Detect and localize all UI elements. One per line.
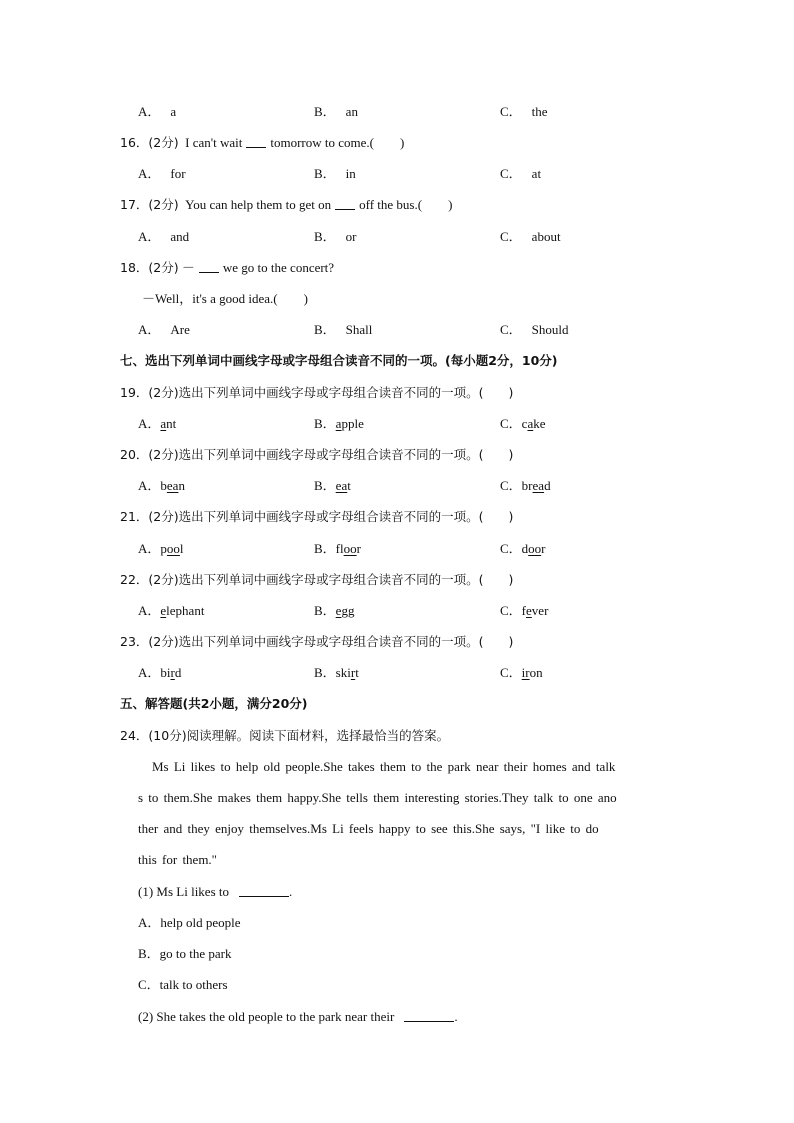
question-18: 18．(2分) － we go to the concert?: [120, 260, 335, 275]
passage-line-1: Ms Li likes to help old people.She takes them to the park near their homes and talk: [152, 759, 616, 774]
q22-option-b[interactable]: B．egg: [314, 603, 355, 618]
section-5-heading: 五、解答题(共2小题，满分20分): [120, 696, 308, 711]
q23-option-b[interactable]: B．skirt: [314, 665, 359, 680]
passage-line-3: ther and they enjoy themselves.Ms Li feels happy to see this.She says, "I like to do: [138, 821, 599, 836]
answer-blank: [199, 260, 219, 273]
q20-options: [138, 476, 684, 496]
q19-option-a[interactable]: A．ant: [138, 416, 177, 431]
q18-options: [138, 320, 684, 340]
q20-option-b[interactable]: B．eat: [314, 478, 351, 493]
q17-option-a[interactable]: A． and: [138, 229, 190, 244]
q20-option-a[interactable]: A．bean: [138, 478, 185, 493]
q24-sub-question-1: (1) Ms Li likes to .: [138, 884, 293, 899]
q18-option-a[interactable]: A． Are: [138, 322, 190, 337]
question-22: 22．(2分)选出下列单词中画线字母或字母组合读音不同的一项。( ): [120, 572, 514, 587]
q17-option-b[interactable]: B． or: [314, 229, 357, 244]
q24-sub1-option-c[interactable]: C．talk to others: [138, 977, 228, 992]
q17-options: [138, 227, 684, 247]
q16-option-c[interactable]: C． at: [500, 166, 542, 181]
q16-option-b[interactable]: B． in: [314, 166, 356, 181]
q17-option-c[interactable]: C． about: [500, 229, 561, 244]
q24-sub1-option-a[interactable]: A．help old people: [138, 915, 241, 930]
question-18-reply: －Well，it's a good idea.( ): [142, 291, 308, 306]
question-23: 23．(2分)选出下列单词中画线字母或字母组合读音不同的一项。( ): [120, 634, 514, 649]
q21-option-a[interactable]: A．pool: [138, 541, 184, 556]
q21-option-c[interactable]: C．door: [500, 541, 546, 556]
q19-options: [138, 414, 684, 434]
q22-option-a[interactable]: A．elephant: [138, 603, 205, 618]
q19-option-c[interactable]: C．cake: [500, 416, 546, 431]
answer-blank: [404, 1009, 454, 1022]
q24-sub-question-2: (2) She takes the old people to the park near their .: [138, 1009, 458, 1024]
q21-option-b[interactable]: B．floor: [314, 541, 361, 556]
answer-blank: [335, 197, 355, 210]
q21-options: [138, 539, 684, 559]
q18-option-c[interactable]: C． Should: [500, 322, 569, 337]
passage-line-4: this for them.": [138, 852, 217, 867]
q16-options: [138, 164, 684, 184]
question-21: 21．(2分)选出下列单词中画线字母或字母组合读音不同的一项。( ): [120, 509, 514, 524]
q23-options: [138, 663, 684, 683]
section-7-heading: 七、选出下列单词中画线字母或字母组合读音不同的一项。(每小题2分，10分): [120, 353, 558, 368]
answer-blank: [239, 884, 289, 897]
q22-option-c[interactable]: C．fever: [500, 603, 549, 618]
q19-option-b[interactable]: B．apple: [314, 416, 364, 431]
answer-blank: [246, 135, 266, 148]
q23-option-a[interactable]: A．bird: [138, 665, 182, 680]
question-24: 24．(10分)阅读理解。阅读下面材料，选择最恰当的答案。: [120, 728, 450, 743]
q16-option-a[interactable]: A． for: [138, 166, 186, 181]
q15-options: [138, 102, 684, 122]
q15-option-a[interactable]: A． a: [138, 104, 177, 119]
question-20: 20．(2分)选出下列单词中画线字母或字母组合读音不同的一项。( ): [120, 447, 514, 462]
question-16: 16．(2分) I can't wait tomorrow to come.( ): [120, 135, 405, 150]
q24-sub1-option-b[interactable]: B．go to the park: [138, 946, 232, 961]
q23-option-c[interactable]: C．iron: [500, 665, 543, 680]
q22-options: [138, 601, 684, 621]
q20-option-c[interactable]: C．bread: [500, 478, 551, 493]
passage-line-2: s to them.She makes them happy.She tells them interesting stories.They talk to one ano: [138, 790, 617, 805]
q15-option-c[interactable]: C． the: [500, 104, 548, 119]
question-19: 19．(2分)选出下列单词中画线字母或字母组合读音不同的一项。( ): [120, 385, 514, 400]
q18-option-b[interactable]: B． Shall: [314, 322, 373, 337]
question-17: 17．(2分) You can help them to get on off the bus.( ): [120, 197, 453, 212]
q15-option-b[interactable]: B． an: [314, 104, 358, 119]
